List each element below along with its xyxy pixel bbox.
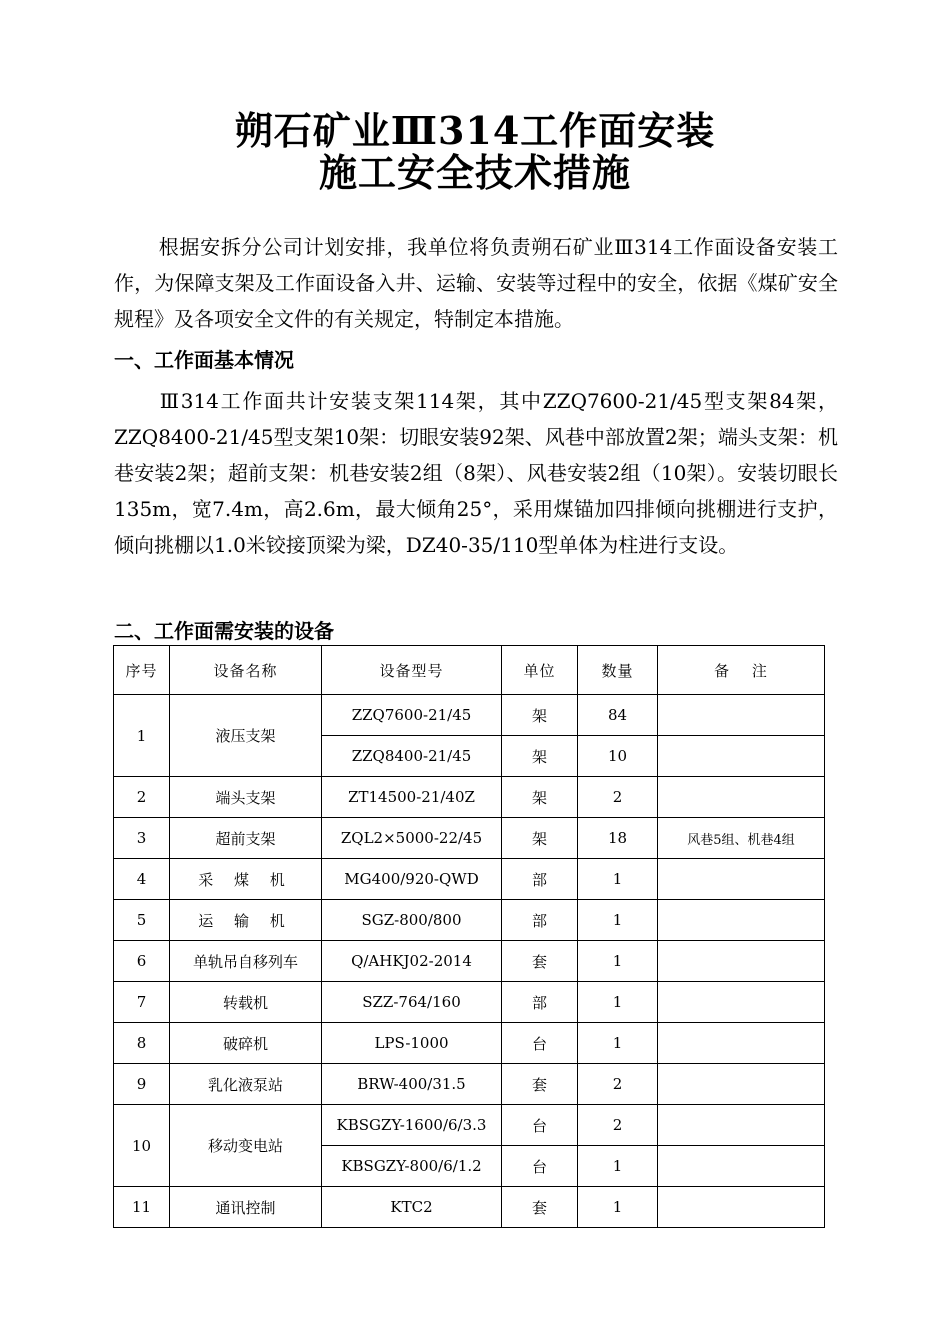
- section1-heading: 一、工作面基本情况: [114, 348, 294, 372]
- cell-no: 8: [114, 1023, 170, 1064]
- header-no: 序号: [114, 646, 170, 695]
- cell-unit: 套: [502, 1187, 578, 1228]
- cell-qty: 2: [578, 1105, 658, 1146]
- cell-no: 5: [114, 900, 170, 941]
- table-row: [114, 982, 825, 1023]
- cell-note: [658, 1187, 825, 1228]
- cell-no: 10: [114, 1105, 170, 1187]
- cell-name: 采 煤 机: [170, 859, 322, 900]
- cell-name: 破碎机: [170, 1023, 322, 1064]
- header-model: 设备型号: [322, 646, 502, 695]
- cell-note: 风巷5组、机巷4组: [658, 818, 825, 859]
- cell-unit: 台: [502, 1146, 578, 1187]
- cell-name: 液压支架: [170, 695, 322, 777]
- cell-qty: 1: [578, 900, 658, 941]
- cell-note: [658, 982, 825, 1023]
- cell-model: KBSGZY-1600/6/3.3: [322, 1105, 502, 1146]
- cell-unit: 架: [502, 818, 578, 859]
- cell-note: [658, 1146, 825, 1187]
- cell-model: ZZQ7600-21/45: [322, 695, 502, 736]
- cell-model: ZT14500-21/40Z: [322, 777, 502, 818]
- cell-note: [658, 695, 825, 736]
- header-note: 备 注: [658, 646, 825, 695]
- cell-note: [658, 1105, 825, 1146]
- cell-no: 6: [114, 941, 170, 982]
- cell-note: [658, 941, 825, 982]
- cell-note: [658, 859, 825, 900]
- cell-qty: 1: [578, 1187, 658, 1228]
- intro-paragraph: [114, 229, 838, 337]
- header-unit: 单位: [502, 646, 578, 695]
- cell-unit: 台: [502, 1105, 578, 1146]
- table-row: [114, 818, 825, 859]
- section1-paragraph: [114, 383, 838, 563]
- table-row: [114, 1023, 825, 1064]
- cell-no: 4: [114, 859, 170, 900]
- table-row: [114, 695, 825, 736]
- cell-unit: 架: [502, 695, 578, 736]
- table-row: [114, 777, 825, 818]
- cell-name: 移动变电站: [170, 1105, 322, 1187]
- cell-qty: 1: [578, 1023, 658, 1064]
- cell-unit: 架: [502, 736, 578, 777]
- cell-note: [658, 900, 825, 941]
- cell-qty: 10: [578, 736, 658, 777]
- cell-name: 乳化液泵站: [170, 1064, 322, 1105]
- cell-qty: 84: [578, 695, 658, 736]
- document-title-line2: 施工安全技术措施: [318, 150, 631, 195]
- cell-model: ZQL2×5000-22/45: [322, 818, 502, 859]
- cell-model: MG400/920-QWD: [322, 859, 502, 900]
- cell-qty: 1: [578, 859, 658, 900]
- cell-name: 端头支架: [170, 777, 322, 818]
- document-title-line1: 朔石矿业Ⅲ314工作面安装: [234, 108, 716, 153]
- table-row: [114, 1105, 825, 1146]
- table-row: [114, 900, 825, 941]
- section1-text: Ⅲ314工作面共计安装支架114架，其中ZZQ7600-21/45型支架84架，ZZQ8400-21/45型支架10架：切眼安装92架、风巷中部放置2架；端头支架：机巷安装2架；超前支架：机巷安装2组（8架）、风巷安装2组（10架）。安装切眼长135m，宽7.4m，高2.6m，最大倾角25°，采用煤锚加四排倾向挑棚进行支护，倾向挑棚以1.0米铰接顶梁为梁，DZ40-35/110型单体为柱进行支设。: [114, 389, 838, 557]
- cell-name: 转载机: [170, 982, 322, 1023]
- cell-no: 3: [114, 818, 170, 859]
- cell-unit: 部: [502, 859, 578, 900]
- table-row: [114, 859, 825, 900]
- cell-name: 运 输 机: [170, 900, 322, 941]
- cell-unit: 部: [502, 900, 578, 941]
- cell-model: SGZ-800/800: [322, 900, 502, 941]
- cell-note: [658, 736, 825, 777]
- cell-note: [658, 1064, 825, 1105]
- cell-name: 单轨吊自移列车: [170, 941, 322, 982]
- cell-qty: 18: [578, 818, 658, 859]
- cell-unit: 台: [502, 1023, 578, 1064]
- cell-unit: 架: [502, 777, 578, 818]
- cell-qty: 1: [578, 1146, 658, 1187]
- cell-no: 2: [114, 777, 170, 818]
- cell-no: 1: [114, 695, 170, 777]
- cell-unit: 套: [502, 941, 578, 982]
- table-header-row: [114, 646, 825, 695]
- cell-name: 超前支架: [170, 818, 322, 859]
- table-row: [114, 941, 825, 982]
- cell-unit: 套: [502, 1064, 578, 1105]
- intro-text: 根据安拆分公司计划安排，我单位将负责朔石矿业Ⅲ314工作面设备安装工作，为保障支架及工作面设备入井、运输、安装等过程中的安全，依据《煤矿安全规程》及各项安全文件的有关规定，特制定本措施。: [114, 235, 838, 331]
- header-qty: 数量: [578, 646, 658, 695]
- cell-qty: 2: [578, 777, 658, 818]
- cell-note: [658, 777, 825, 818]
- cell-qty: 1: [578, 982, 658, 1023]
- cell-qty: 1: [578, 941, 658, 982]
- cell-model: SZZ-764/160: [322, 982, 502, 1023]
- cell-no: 7: [114, 982, 170, 1023]
- table-row: [114, 1064, 825, 1105]
- cell-model: Q/AHKJ02-2014: [322, 941, 502, 982]
- header-name: 设备名称: [170, 646, 322, 695]
- cell-no: 9: [114, 1064, 170, 1105]
- section2-heading: 二、工作面需安装的设备: [114, 619, 334, 643]
- table-row: [114, 1187, 825, 1228]
- cell-name: 通讯控制: [170, 1187, 322, 1228]
- cell-model: KTC2: [322, 1187, 502, 1228]
- cell-qty: 2: [578, 1064, 658, 1105]
- equipment-table: [113, 645, 825, 1228]
- cell-no: 11: [114, 1187, 170, 1228]
- cell-note: [658, 1023, 825, 1064]
- cell-model: ZZQ8400-21/45: [322, 736, 502, 777]
- cell-unit: 部: [502, 982, 578, 1023]
- cell-model: KBSGZY-800/6/1.2: [322, 1146, 502, 1187]
- cell-model: BRW-400/31.5: [322, 1064, 502, 1105]
- cell-model: LPS-1000: [322, 1023, 502, 1064]
